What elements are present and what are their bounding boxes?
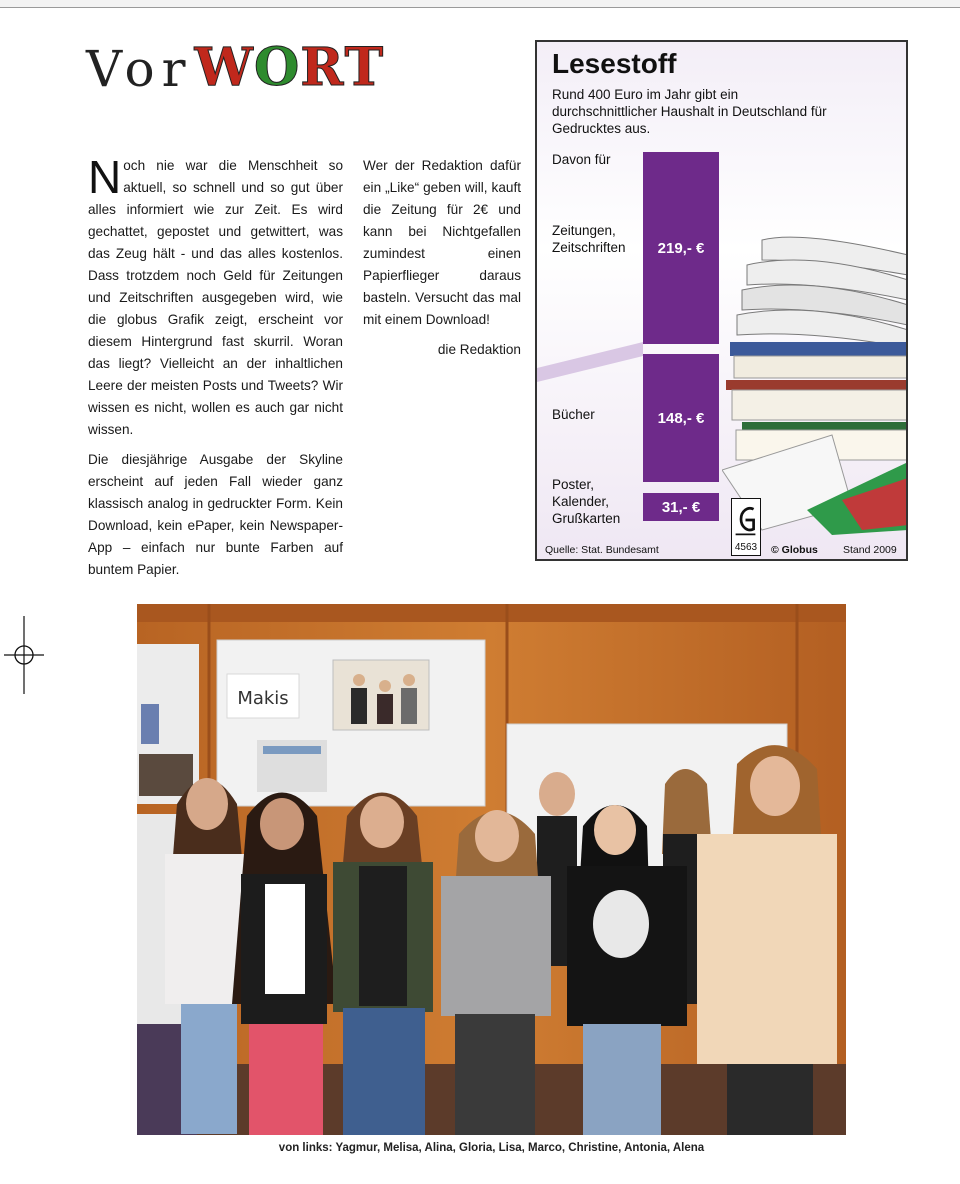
value-label-books: 148,- € [657,409,705,427]
title-letter-0: W [194,37,254,98]
title-bold-part [194,37,385,98]
article-column-1 [88,151,343,589]
value-bar-posters [643,493,719,521]
infographic-title: Lesestoff [552,48,677,79]
title-letter-1: O [253,37,301,98]
connector-fan [537,332,647,382]
category-label-newspapers: Zeitungen, Zeitschriften [552,223,626,255]
article-column-2 [363,155,521,369]
page-title [86,30,385,98]
dropcap: N [88,151,122,203]
signoff: die Redaktion [437,342,521,357]
registration-mark-icon [4,616,44,694]
title-letter-2: R [300,37,345,98]
title-letter-3: T [344,37,385,98]
infographic-davon-label: Davon für [552,152,611,167]
value-label-posters: 31,- € [661,498,701,516]
graphic-number: 4563 [734,542,758,553]
article-paragraph-3: Wer der Redaktion dafür ein „Like“ geben will, kauft die Zeitung für 2€ und kann bei Nichtgefallen zumindest einen Papierflieger daraus basteln. Versucht das mal mit einem Download! [363,158,521,327]
infographic-brand: © Globus [771,544,818,556]
globus-logo [731,498,761,556]
photo-caption: von links: Yagmur, Melisa, Alina, Gloria, Lisa, Marco, Christine, Antonia, Alena [278,1142,705,1154]
title-plain-part: Vor [86,40,193,98]
value-bar-newspapers [643,152,719,344]
group-photo-illustration [137,604,846,1135]
group-photo [137,604,846,1135]
value-bar-books [643,354,719,482]
article-paragraph-1 [88,151,343,441]
article-paragraph-2: Die diesjährige Ausgabe der Skyline erscheint auf jeden Fall wieder ganz klassisch analog in gedruckter Form. Kein Download, kein ePaper, kein Newspaper-App – einfach nur bunte Farben auf buntem Papier. [88,452,343,577]
infographic-source: Quelle: Stat. Bundesamt [545,544,659,556]
category-label-books: Bücher [552,407,595,422]
globus-g-icon [732,501,759,539]
value-label-newspapers: 219,- € [657,239,705,257]
board-note-text: Makis [237,688,289,709]
page-top-rule [0,0,960,8]
infographic-subtitle: Rund 400 Euro im Jahr gibt ein durchschnittlicher Haushalt in Deutschland für Gedrucktes aus. [552,87,827,136]
category-label-posters: Poster, Kalender, Grußkarten [552,477,621,526]
infographic-stand: Stand 2009 [843,544,897,556]
infographic [535,40,908,561]
paragraph-1-text: och nie war die Menschheit so aktuell, so schnell und so gut über alles informiert wie zur Zeit. Es wird gechattet, gepostet und getwittert, was das Zeug hält - und das alles kostenlos. Dass trotzdem noch Geld für Zeitungen und Zeitschriften ausgegeben wird, wie die globus Grafik zeigt, erscheint vor diesem Hintergrund fast skurril. Woran das liegt? Vielleicht an der inhaltlichen Leere der meisten Posts und Tweets? Wir wissen es nicht, wollen es auch gar nicht wissen. [88,158,343,437]
print-media-stack-image [722,230,908,535]
